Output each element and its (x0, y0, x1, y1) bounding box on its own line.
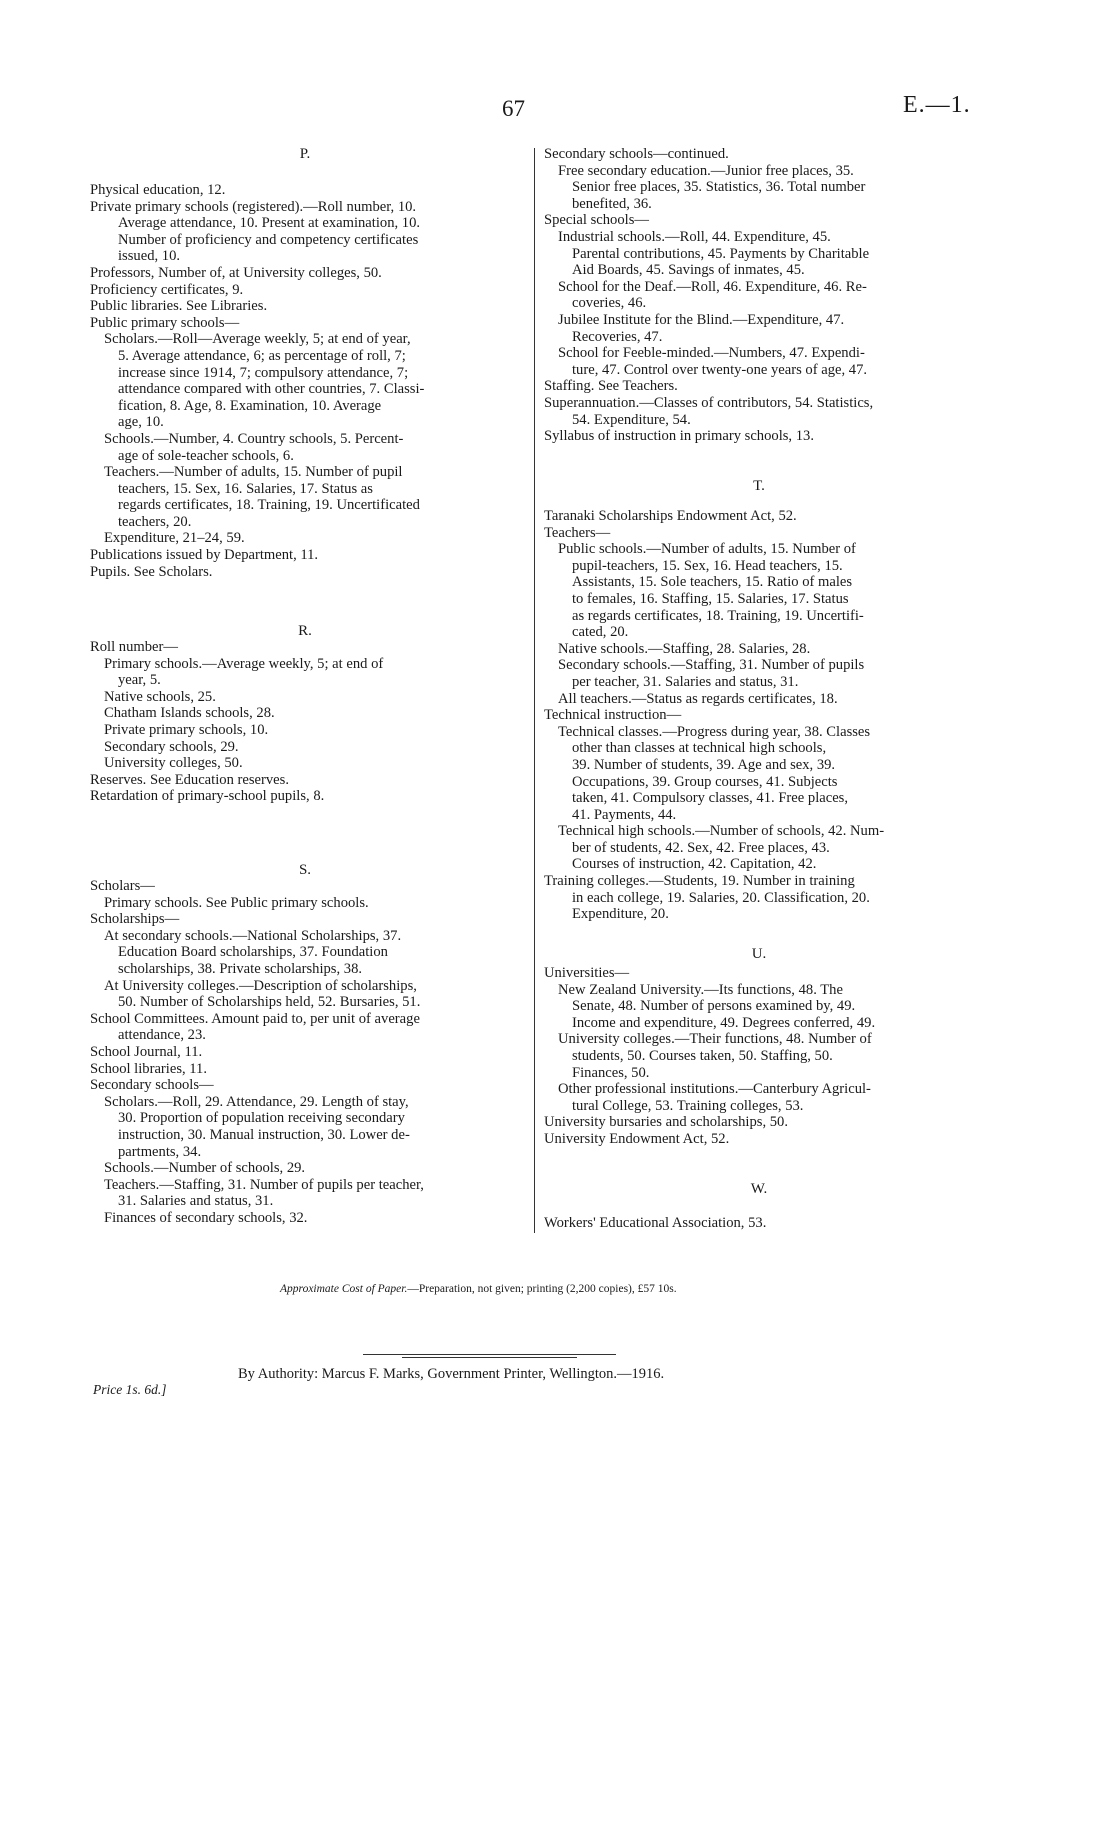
section-letter-r: R. (298, 623, 312, 639)
index-entry-line: Other professional institutions.—Canterbury Agricul- (558, 1081, 871, 1098)
section-s-continued-entries (544, 146, 974, 445)
index-entry-line: Parental contributions, 45. Payments by Charitable (572, 245, 870, 262)
index-entry-line: Technical classes.—Progress during year, 38. Classes (558, 723, 871, 740)
section-letter-w: W. (750, 1181, 768, 1197)
index-entry-line: age of sole-teacher schools, 6. (118, 447, 294, 464)
index-entry-line: Schools.—Number, 4. Country schools, 5. Percent- (104, 430, 404, 447)
index-entry-line: Finances of secondary schools, 32. (104, 1209, 308, 1226)
index-entry-line: Secondary schools— (90, 1077, 214, 1094)
index-entry-line: Secondary schools.—Staffing, 31. Number of pupils (558, 657, 865, 674)
index-entry-line: benefited, 36. (572, 195, 652, 212)
index-entry-line: School for Feeble-minded.—Numbers, 47. Expendi- (558, 345, 865, 362)
index-entry-line: 5. Average attendance, 6; as percentage of roll, 7; (118, 347, 406, 364)
cost-text: —Preparation, not given; printing (2,200 copies), £57 10s. (407, 1283, 677, 1295)
index-entry-line: Native schools.—Staffing, 28. Salaries, 28. (558, 640, 811, 657)
index-entry-line: Scholarships— (90, 911, 180, 928)
index-entry-line: Senate, 48. Number of persons examined by, 49. (572, 998, 856, 1015)
cost-note (280, 1283, 677, 1295)
index-entry-line: taken, 41. Compulsory classes, 41. Free places, (572, 790, 849, 807)
index-entry-line: Number of proficiency and competency certificates (118, 231, 419, 248)
index-entry-line: to females, 16. Staffing, 15. Salaries, 17. Status (572, 590, 849, 607)
index-entry-line: Publications issued by Department, 11. (90, 547, 319, 564)
index-entry-line: as regards certificates, 18. Training, 19. Uncertifi- (572, 607, 864, 624)
index-entry-line: School Journal, 11. (90, 1043, 203, 1060)
index-entry-line: 54. Expenditure, 54. (572, 411, 691, 428)
column-divider (534, 148, 535, 1233)
index-entry-line: Occupations, 39. Group courses, 41. Subjects (572, 773, 838, 790)
index-entry-line: teachers, 20. (118, 513, 192, 530)
index-entry-line: 41. Payments, 44. (572, 806, 677, 823)
index-entry-line: 30. Proportion of population receiving secondary (118, 1110, 405, 1127)
index-entry-line: Senior free places, 35. Statistics, 36. Total number (572, 179, 866, 196)
index-entry-line: All teachers.—Status as regards certificates, 18. (558, 690, 838, 707)
index-entry-line: Free secondary education.—Junior free places, 35. (558, 162, 854, 179)
printer-imprint: By Authority: Marcus F. Marks, Government Printer, Wellington.—1916. (238, 1366, 665, 1382)
index-entry-line: Proficiency certificates, 9. (90, 281, 244, 298)
section-letter-u: U. (751, 946, 767, 962)
index-entry-line: fication, 8. Age, 8. Examination, 10. Average (118, 397, 382, 414)
section-w-entries (544, 1215, 974, 1232)
index-entry-line: University bursaries and scholarships, 50. (544, 1114, 788, 1131)
index-entry-line: Staffing. See Teachers. (544, 378, 678, 395)
index-entry-line: Training colleges.—Students, 19. Number in training (544, 873, 855, 890)
index-entry-line: regards certificates, 18. Training, 19. Uncertificated (118, 497, 420, 514)
index-entry-line: Public schools.—Number of adults, 15. Number of (558, 541, 856, 558)
document-code: E.—1. (903, 92, 971, 118)
index-entry-line: Roll number— (90, 639, 178, 655)
index-entry-line: cated, 20. (572, 624, 629, 641)
index-entry-line: University Endowment Act, 52. (544, 1130, 730, 1147)
index-entry-line: Syllabus of instruction in primary schools, 13. (544, 428, 814, 445)
footer-rule (363, 1354, 616, 1355)
index-entry-line: Teachers.—Staffing, 31. Number of pupils per teacher, (104, 1176, 424, 1193)
index-entry-line: Primary schools.—Average weekly, 5; at end of (104, 655, 384, 672)
index-entry-line: University colleges, 50. (104, 755, 243, 772)
index-entry-line: Recoveries, 47. (572, 328, 663, 345)
index-entry-line: tural College, 53. Training colleges, 53. (572, 1097, 804, 1114)
cost-label: Approximate Cost of Paper. (280, 1283, 408, 1295)
index-entry-line: teachers, 15. Sex, 16. Salaries, 17. Status as (118, 480, 373, 497)
section-letter-p: P. (299, 146, 311, 162)
index-entry-line: School Committees. Amount paid to, per unit of average (90, 1010, 420, 1027)
index-entry-line: Education Board scholarships, 37. Foundation (118, 944, 388, 961)
index-entry-line: Primary schools. See Public primary schools. (104, 894, 369, 911)
index-entry-line: Expenditure, 20. (572, 906, 669, 923)
section-letter-s: S. (298, 862, 312, 878)
index-entry-line: scholarships, 38. Private scholarships, 38. (118, 960, 363, 977)
page-number: 67 (502, 96, 525, 121)
index-entry-line: Private primary schools (registered).—Roll number, 10. (90, 198, 417, 215)
index-entry-line: Teachers.—Number of adults, 15. Number of pupil (104, 464, 403, 481)
index-entry-line: Aid Boards, 45. Savings of inmates, 45. (572, 262, 805, 279)
section-p-entries (90, 182, 520, 580)
index-entry-line: Public libraries. See Libraries. (90, 298, 268, 315)
index-entry-line: instruction, 30. Manual instruction, 30. Lower de- (118, 1126, 410, 1143)
index-entry-line: University colleges.—Their functions, 48. Number of (558, 1031, 872, 1048)
index-entry-line: Jubilee Institute for the Blind.—Expenditure, 47. (558, 311, 845, 328)
index-entry-line: Technical instruction— (544, 707, 682, 724)
index-entry-line: Scholars.—Roll—Average weekly, 5; at end of year, (104, 331, 411, 348)
section-u-entries (544, 965, 974, 1148)
index-entry-line: Scholars— (90, 878, 155, 894)
index-entry-line: Secondary schools—continued. (544, 146, 729, 162)
index-entry-line: coveries, 46. (572, 295, 647, 312)
section-letter-t: T. (753, 478, 765, 494)
section-r-entries (90, 639, 520, 805)
index-entry-line: 50. Number of Scholarships held, 52. Bursaries, 51. (118, 994, 421, 1011)
index-entry-line: Workers' Educational Association, 53. (544, 1215, 767, 1231)
index-entry-line: Native schools, 25. (104, 688, 216, 705)
index-entry-line: Professors, Number of, at University colleges, 50. (90, 264, 382, 281)
index-entry-line: increase since 1914, 7; compulsory attendance, 7; (118, 364, 409, 381)
index-entry-line: Superannuation.—Classes of contributors, 54. Statistics, (544, 394, 874, 411)
index-entry-line: Teachers— (544, 524, 611, 541)
section-t-entries (544, 508, 974, 923)
index-entry-line: ture, 47. Control over twenty-one years of age, 47. (572, 361, 868, 378)
index-entry-line: Courses of instruction, 42. Capitation, 42. (572, 856, 817, 873)
index-entry-line: Technical high schools.—Number of schools, 42. Num- (558, 823, 885, 840)
index-entry-line: ber of students, 42. Sex, 42. Free places, 43. (572, 839, 830, 856)
footer-rule-short (402, 1357, 577, 1358)
index-entry-line: Industrial schools.—Roll, 44. Expenditure, 45. (558, 228, 831, 245)
index-entry-line: issued, 10. (118, 248, 181, 265)
index-entry-line: Public primary schools— (90, 314, 240, 331)
index-entry-line: students, 50. Courses taken, 50. Staffing, 50. (572, 1047, 833, 1064)
index-entry-line: New Zealand University.—Its functions, 48. The (558, 981, 843, 998)
index-entry-line: Special schools— (544, 212, 649, 229)
section-s-entries (90, 878, 520, 1226)
index-entry-line: Chatham Islands schools, 28. (104, 705, 275, 722)
index-entry-line: Scholars.—Roll, 29. Attendance, 29. Length of stay, (104, 1093, 409, 1110)
index-entry-line: Physical education, 12. (90, 182, 226, 198)
index-entry-line: Private primary schools, 10. (104, 721, 269, 738)
index-entry-line: per teacher, 31. Salaries and status, 31. (572, 673, 799, 690)
index-entry-line: partments, 34. (118, 1143, 202, 1160)
index-entry-line: At secondary schools.—National Scholarships, 37. (104, 927, 402, 944)
index-entry-line: Schools.—Number of schools, 29. (104, 1160, 306, 1177)
index-entry-line: other than classes at technical high schools, (572, 740, 827, 757)
index-entry-line: Expenditure, 21–24, 59. (104, 530, 245, 547)
index-entry-line: Assistants, 15. Sole teachers, 15. Ratio of males (572, 574, 853, 591)
index-entry-line: in each college, 19. Salaries, 20. Classification, 20. (572, 889, 870, 906)
index-entry-line: Finances, 50. (572, 1064, 650, 1081)
index-entry-line: Pupils. See Scholars. (90, 563, 213, 580)
price: Price 1s. 6d.] (93, 1382, 167, 1397)
index-entry-line: Average attendance, 10. Present at examination, 10. (118, 215, 421, 232)
index-entry-line: School libraries, 11. (90, 1060, 207, 1077)
index-entry-line: year, 5. (118, 672, 161, 689)
index-entry-line: attendance, 23. (118, 1027, 206, 1044)
index-entry-line: 31. Salaries and status, 31. (118, 1193, 274, 1210)
index-entry-line: Income and expenditure, 49. Degrees conferred, 49. (572, 1014, 876, 1031)
index-entry-line: School for the Deaf.—Roll, 46. Expenditure, 46. Re- (558, 278, 867, 295)
index-entry-line: Secondary schools, 29. (104, 738, 239, 755)
index-entry-line: age, 10. (118, 414, 164, 431)
index-entry-line: attendance compared with other countries, 7. Classi- (118, 381, 425, 398)
index-entry-line: pupil-teachers, 15. Sex, 16. Head teachers, 15. (572, 557, 843, 574)
index-entry-line: Reserves. See Education reserves. (90, 771, 289, 788)
index-entry-line: Retardation of primary-school pupils, 8. (90, 788, 325, 805)
index-entry-line: At University colleges.—Description of scholarships, (104, 977, 417, 994)
index-entry-line: 39. Number of students, 39. Age and sex, 39. (572, 756, 836, 773)
index-entry-line: Taranaki Scholarships Endowment Act, 52. (544, 508, 797, 524)
index-entry-line: Universities— (544, 965, 630, 981)
